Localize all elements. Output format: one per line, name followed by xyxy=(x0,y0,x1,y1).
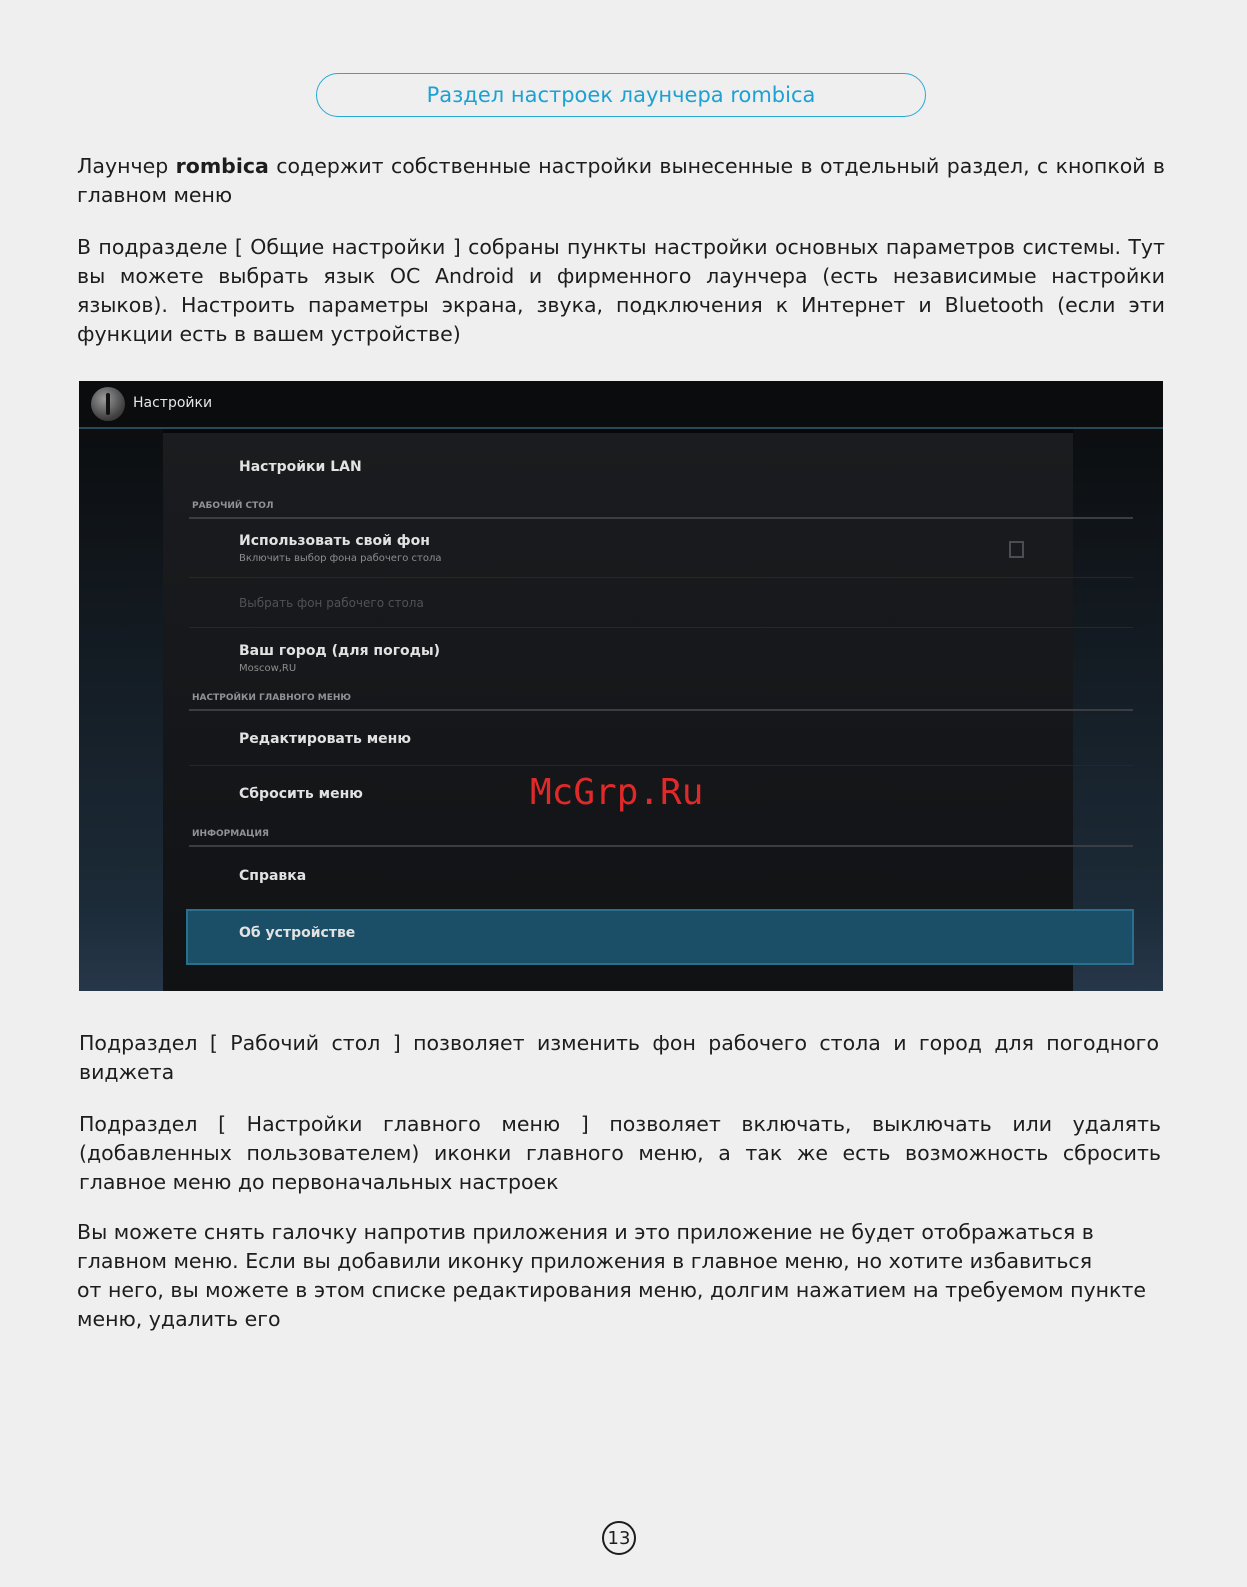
app-icon xyxy=(91,387,125,421)
paragraph-line: главном меню. Если вы добавили иконку приложения в главное меню, но хотите избавиться xyxy=(77,1249,1093,1273)
setting-city-summary: Moscow,RU xyxy=(239,663,297,674)
setting-use-wallpaper-summary: Включить выбор фона рабочего стола xyxy=(239,553,442,564)
section-title: Раздел настроек лаунчера rombica xyxy=(316,73,926,117)
paragraph-line: меню, удалить его xyxy=(77,1307,281,1331)
setting-reset-menu[interactable]: Сбросить меню xyxy=(239,786,363,802)
category-info: ИНФОРМАЦИЯ xyxy=(192,829,269,839)
setting-about[interactable]: Об устройстве xyxy=(239,925,356,941)
main-menu-paragraph: Подраздел [ Настройки главного меню ] позволяет включать, выключать или удалять (добавленных пользователем) иконки главного меню, а так же есть возможность сбросить главное меню до первоначальных настроек xyxy=(79,1112,1161,1194)
action-bar xyxy=(79,381,1163,429)
action-bar-title: Настройки xyxy=(133,395,213,411)
category-divider xyxy=(189,845,1133,847)
category-divider xyxy=(189,517,1133,519)
brand-name: rombica xyxy=(175,154,269,178)
uncheck-paragraph xyxy=(77,1218,1165,1334)
divider xyxy=(189,765,1133,766)
watermark: McGrp.Ru xyxy=(530,772,704,813)
setting-use-wallpaper[interactable]: Использовать свой фон xyxy=(239,533,430,549)
general-settings-paragraph: В подразделе [ Общие настройки ] собраны пункты настройки основных параметров системы. Тут вы можете выбрать язык ОС Android и фирменного лаунчера (есть независимые настройки языков). Настроить параметры экрана, звука, подключения к Интернет и Bluetooth (если эти функции есть в вашем устройстве) xyxy=(77,235,1165,346)
paragraph-line: Вы можете снять галочку напротив приложения и это приложение не будет отображаться в xyxy=(77,1220,1094,1244)
intro-prefix: Лаунчер xyxy=(77,154,176,178)
setting-choose-wallpaper[interactable]: Выбрать фон рабочего стола xyxy=(239,596,424,610)
setting-help[interactable]: Справка xyxy=(239,868,307,884)
desktop-paragraph: Подраздел [ Рабочий стол ] позволяет изменить фон рабочего стола и город для погодного виджета xyxy=(79,1031,1159,1084)
category-desktop: РАБОЧИЙ СТОЛ xyxy=(192,501,274,511)
page-number: 13 xyxy=(602,1521,636,1555)
paragraph-line: от него, вы можете в этом списке редактирования меню, долгим нажатием на требуемом пункте xyxy=(77,1278,1146,1302)
wallpaper-left xyxy=(79,429,163,991)
divider xyxy=(189,627,1133,628)
intro-suffix: содержит собственные настройки вынесенные в отдельный раздел, с кнопкой в главном меню xyxy=(77,154,1166,207)
divider xyxy=(189,577,1133,578)
setting-edit-menu[interactable]: Редактировать меню xyxy=(239,731,411,747)
intro-paragraph xyxy=(77,152,1165,210)
setting-city[interactable]: Ваш город (для погоды) xyxy=(239,643,441,659)
category-divider xyxy=(189,709,1133,711)
setting-lan[interactable]: Настройки LAN xyxy=(239,459,362,475)
category-main-menu: НАСТРОЙКИ ГЛАВНОГО МЕНЮ xyxy=(192,693,351,703)
use-wallpaper-checkbox[interactable] xyxy=(1009,541,1024,558)
settings-screenshot xyxy=(79,381,1163,991)
